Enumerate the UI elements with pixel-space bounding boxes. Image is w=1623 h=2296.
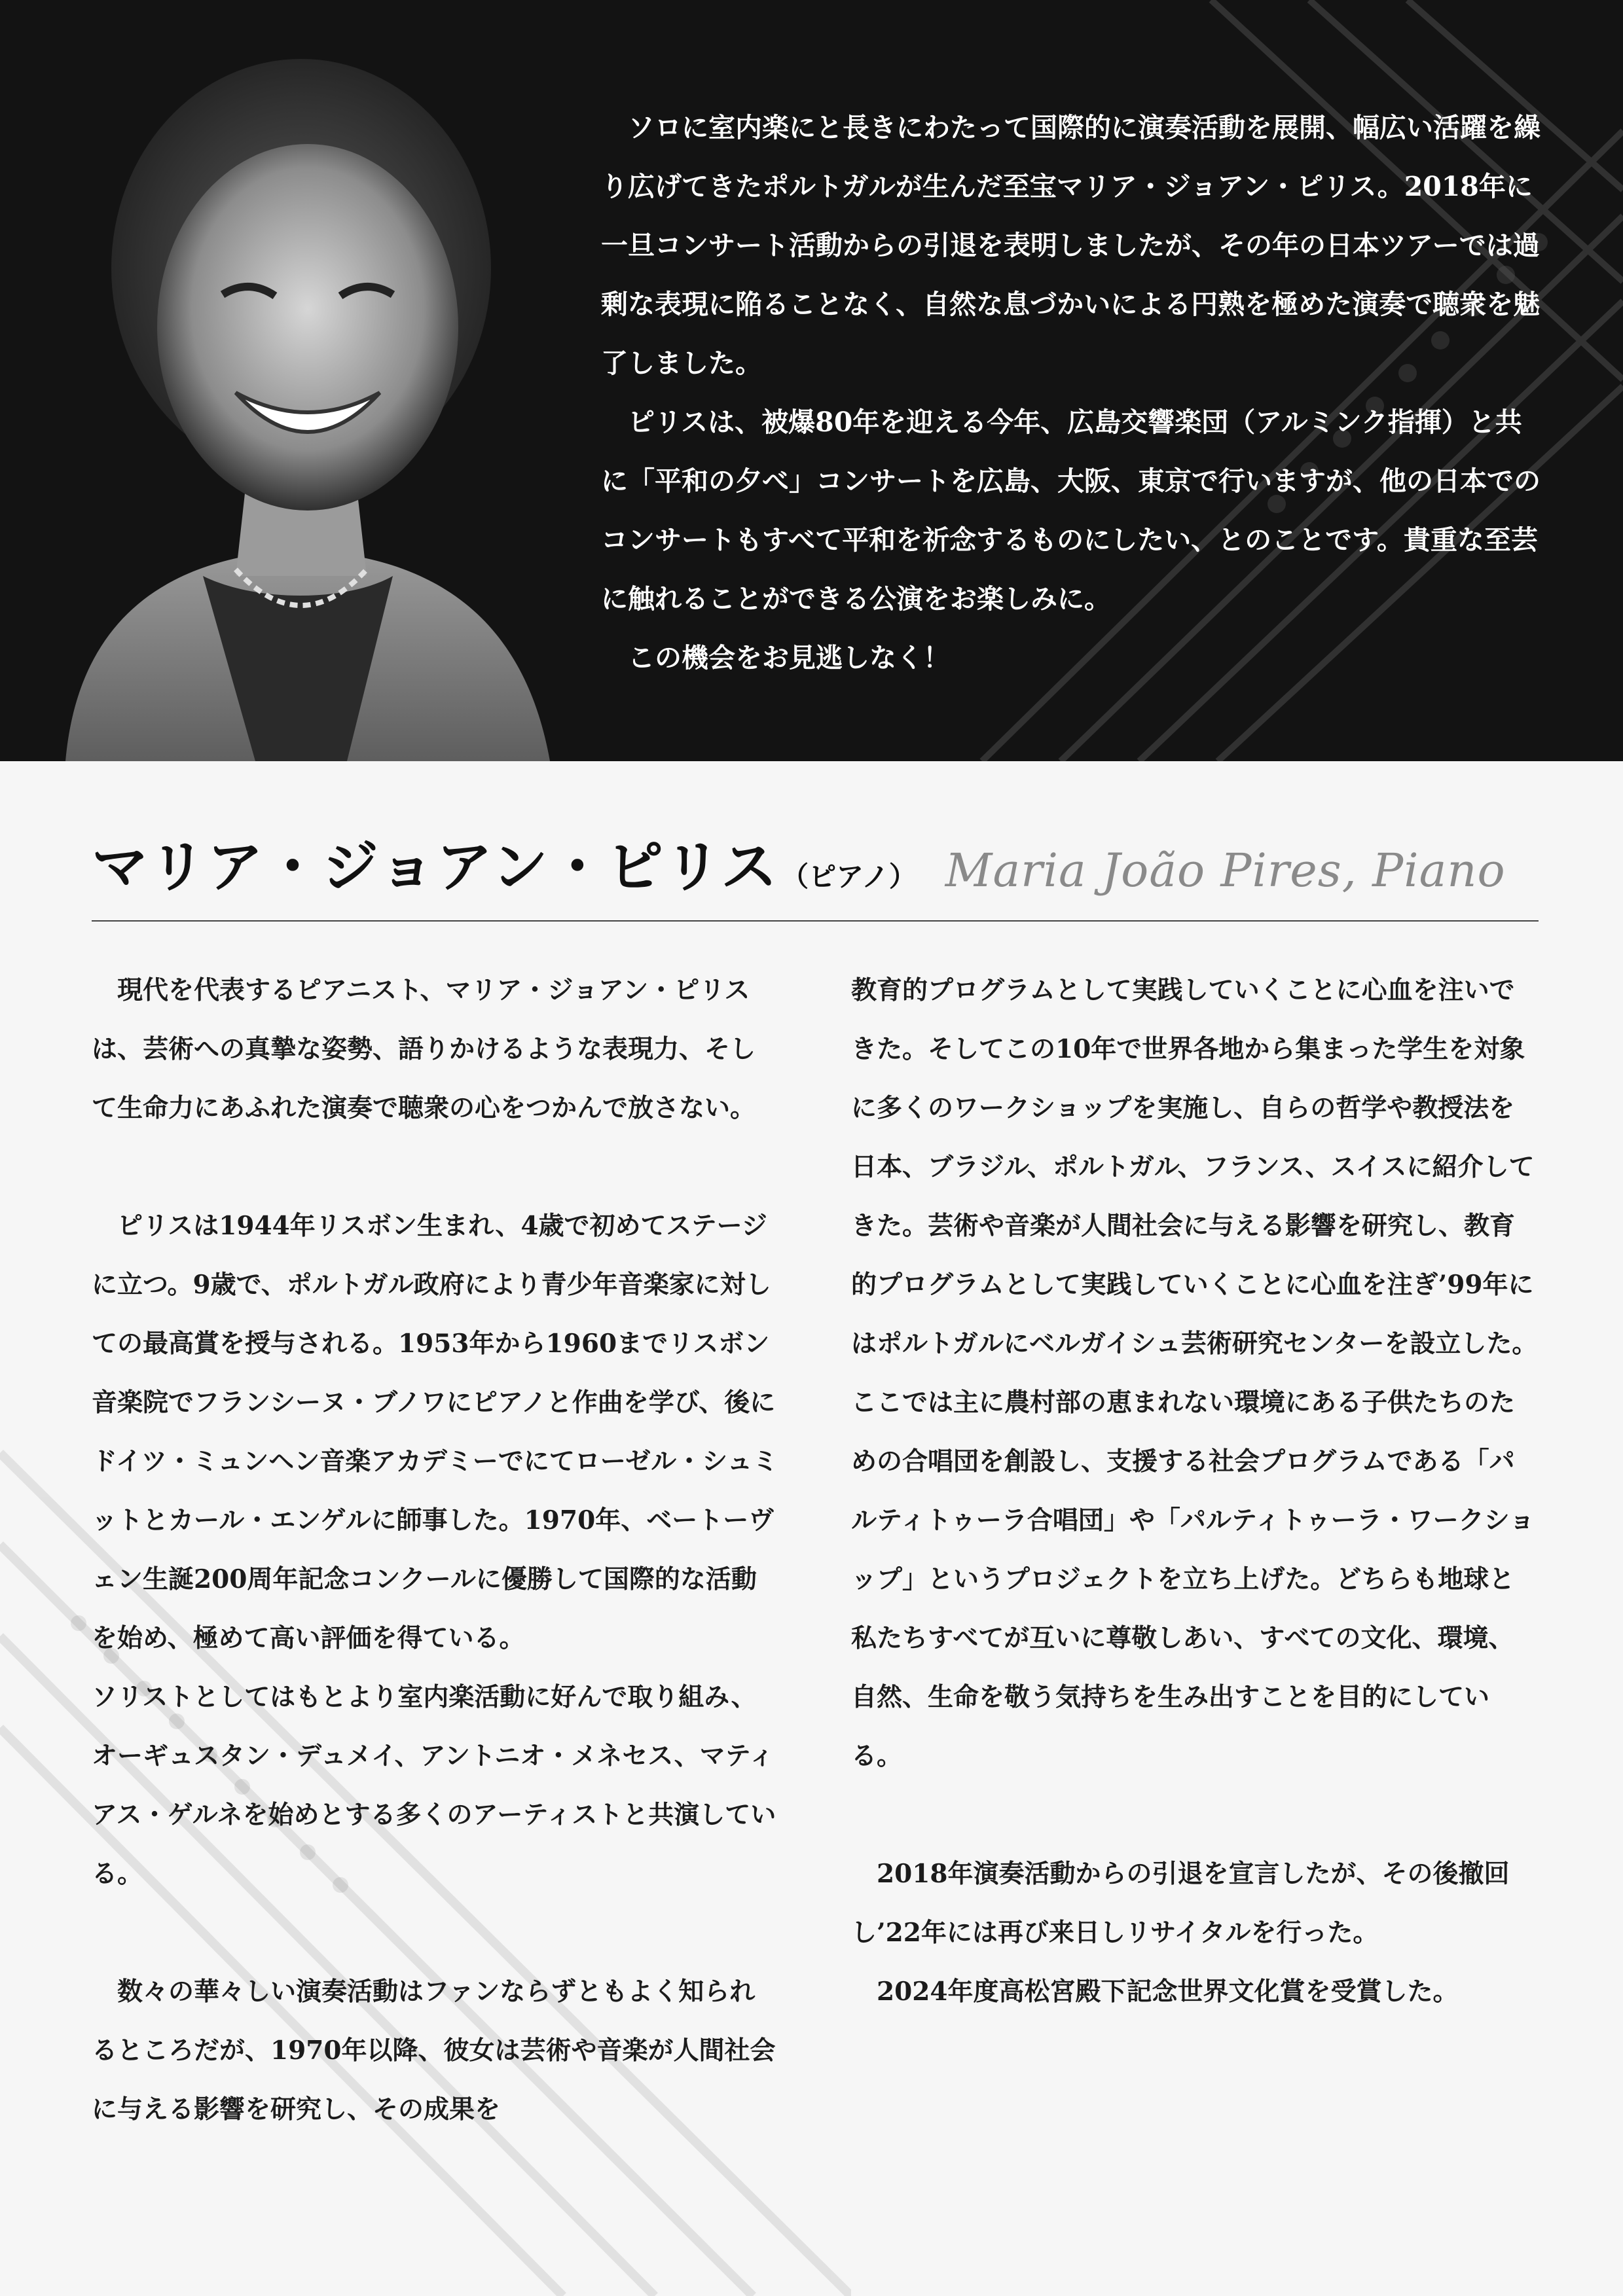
artist-name-japanese: マリア・ジョアン・ピリス (92, 834, 779, 900)
intro-paragraph: この機会をお見逃しなく！ (628, 642, 950, 673)
heading-divider (92, 920, 1539, 922)
intro-paragraph: ソロに室内楽にと長きにわたって国際的に演奏活動を展開、幅広い活躍を繰り広げてきたポルトガルが生んだ至宝マリア・ジョアン・ピリス。2018年に一旦コンサート活動からの引退を表明しましたが、その年の日本ツアーでは過剰な表現に陥ることなく、自然な息づかいによる円熟を極めた演奏で聴衆を魅了しました。 (601, 112, 1541, 379)
biography-paragraph: 現代を代表するピアニスト、マリア・ジョアン・ピリスは、芸術への真摯な姿勢、語りかけるような表現力、そして生命力にあふれた演奏で聴衆の心をつかんで放さない。 (92, 975, 756, 1123)
artist-heading (92, 821, 1539, 906)
biography-left-column (92, 961, 779, 2139)
intro-text (601, 98, 1544, 687)
artist-role: （ピアノ） (781, 861, 917, 893)
biography-paragraph: 数々の華々しい演奏活動はファンならずともよく知られるところだが、1970年以降、彼女は芸術や音楽が人間社会に与える影響を研究し、その成果を (92, 1977, 776, 2125)
artist-name-english: Maria João Pires, Piano (945, 844, 1506, 897)
portrait-photo (39, 52, 563, 761)
biography-paragraph: 教育的プログラムとして実践していくことに心血を注いできた。そしてこの10年で世界各地から集まった学生を対象に多くのワークショップを実施し、自らの哲学や教授法を日本、ブラジル、ポルトガル、フランス、スイスに紹介してきた。芸術や音楽が人間社会に与える影響を研究し、教育的プログラムとして実践していくことに心血を注ぎ’99年にはポルトガルにベルガイシュ芸術研究センターを設立した。ここでは主に農村部の恵まれない環境にある子供たちのための合唱団を創設し、支援する社会プログラムである「パルティトゥーラ合唱団」や「パルティトゥーラ・ワークショップ」というプロジェクトを立ち上げた。どちらも地球と私たちすべてが互いに尊敬しあい、すべての文化、環境、自然、生命を敬う気持ちを生み出すことを目的にしている。 (851, 975, 1538, 1771)
biography-paragraph: ソリストとしてはもとより室内楽活動に好んで取り組み、オーギュスタン・デュメイ、アントニオ・メネセス、マティアス・ゲルネを始めとする多くのアーティストと共演している。 (92, 1682, 776, 1889)
biography-paragraph: 2024年度高松宮殿下記念世界文化賞を受賞した。 (877, 1977, 1459, 2007)
biography-paragraph: ピリスは1944年リスボン生まれ、4歳で初めてステージに立つ。9歳で、ポルトガル政府により青少年音楽家に対しての最高賞を授与される。1953年から1960までリスボン音楽院でフランシーヌ・ブノワにピアノと作曲を学び、後にドイツ・ミュンヘン音楽アカデミーでにてローゼル・シュミットとカール・エンゲルに師事した。1970年、ベートーヴェン生誕200周年記念コンクールに優勝して国際的な活動を始め、極めて高い評価を得ている。 (92, 1211, 778, 1653)
biography-paragraph: 2018年演奏活動からの引退を宣言したが、その後撤回し’22年には再び来日しリサイタルを行った。 (851, 1859, 1510, 1948)
intro-paragraph: ピリスは、被爆80年を迎える今年、広島交響楽団（アルミンク指揮）と共に「平和の夕べ」コンサートを広島、大阪、東京で行いますが、他の日本でのコンサートもすべて平和を祈念するものにしたい、とのことです。貴重な至芸に触れることができる公演をお楽しみに。 (601, 406, 1541, 615)
biography-right-column (851, 961, 1539, 2021)
hero-banner (0, 0, 1623, 761)
